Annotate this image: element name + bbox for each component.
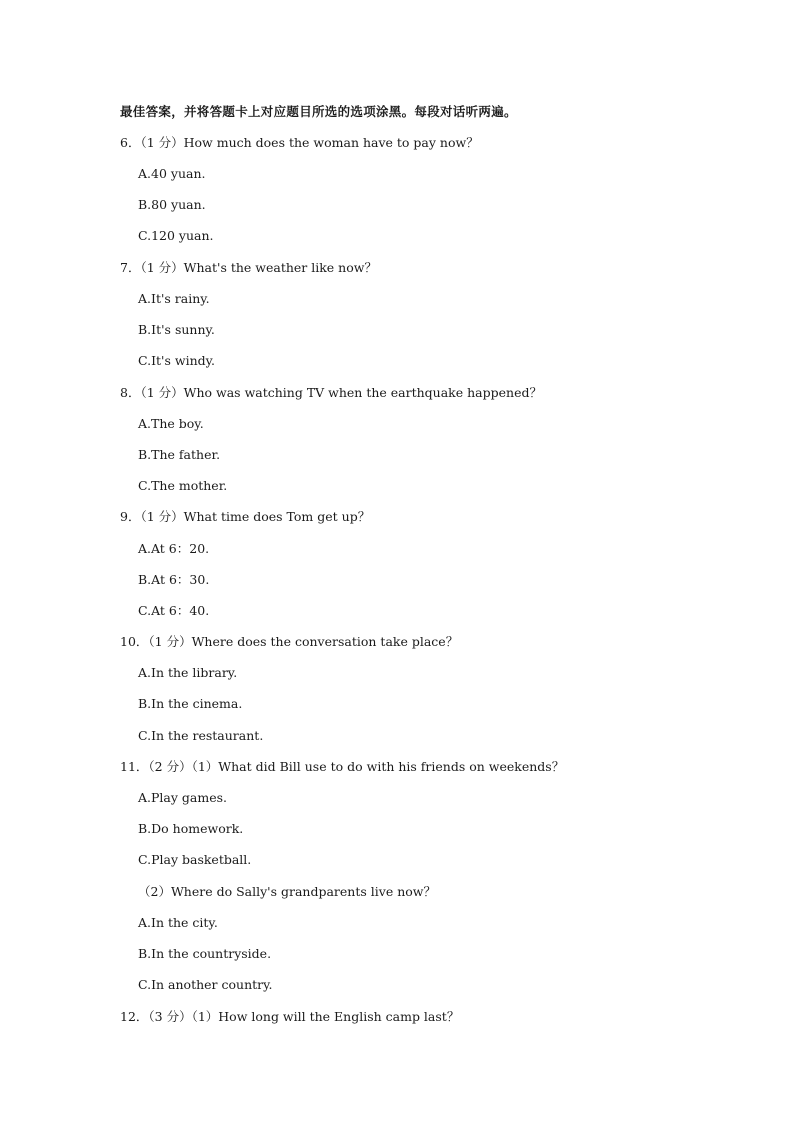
question-6-option-c: C.120 yuan.	[138, 228, 214, 243]
question-10-option-a: A.In the library.	[138, 665, 238, 680]
question-9-option-c: C.At 6：40.	[138, 603, 210, 618]
question-11-1-option-b: B.Do homework.	[138, 821, 244, 836]
question-10-option-c: C.In the restaurant.	[138, 728, 264, 743]
question-11-1-option-c: C.Play basketball.	[138, 852, 252, 867]
question-9-option-a: A.At 6：20.	[138, 541, 210, 556]
question-6-option-a: A.40 yuan.	[138, 166, 206, 181]
question-8-option-c: C.The mother.	[138, 478, 228, 493]
question-7-option-b: B.It's sunny.	[138, 322, 215, 337]
question-10: 10．（1 分）Where does the conversation take place？	[120, 634, 459, 649]
question-11: 11．（2 分）（1）What did Bill use to do with his friends on weekends？	[120, 759, 565, 774]
question-6-option-b: B.80 yuan.	[138, 197, 206, 212]
question-7-option-c: C.It's windy.	[138, 353, 216, 368]
question-12: 12．（3 分）（1）How long will the English camp last？	[120, 1009, 460, 1024]
question-11-2-option-c: C.In another country.	[138, 977, 273, 992]
question-7: 7．（1 分）What's the weather like now？	[120, 260, 377, 275]
question-6: 6．（1 分）How much does the woman have to pay now？	[120, 135, 479, 150]
question-11-1-option-a: A.Play games.	[138, 790, 227, 805]
question-8-option-a: A.The boy.	[138, 416, 204, 431]
question-7-option-a: A.It's rainy.	[138, 291, 210, 306]
question-9: 9．（1 分）What time does Tom get up？	[120, 509, 371, 524]
question-9-option-b: B.At 6：30.	[138, 572, 210, 587]
question-10-option-b: B.In the cinema.	[138, 696, 243, 711]
question-11-2-option-b: B.In the countryside.	[138, 946, 272, 961]
instructions-text: 最佳答案，并将答题卡上对应题目所选的选项涂黑。每段对话听两遍。	[120, 104, 517, 119]
question-8: 8．（1 分）Who was watching TV when the earthquake happened？	[120, 385, 542, 400]
question-11-sub-2: （2）Where do Sally's grandparents live now？	[138, 884, 436, 899]
question-11-2-option-a: A.In the city.	[138, 915, 218, 930]
question-8-option-b: B.The father.	[138, 447, 221, 462]
